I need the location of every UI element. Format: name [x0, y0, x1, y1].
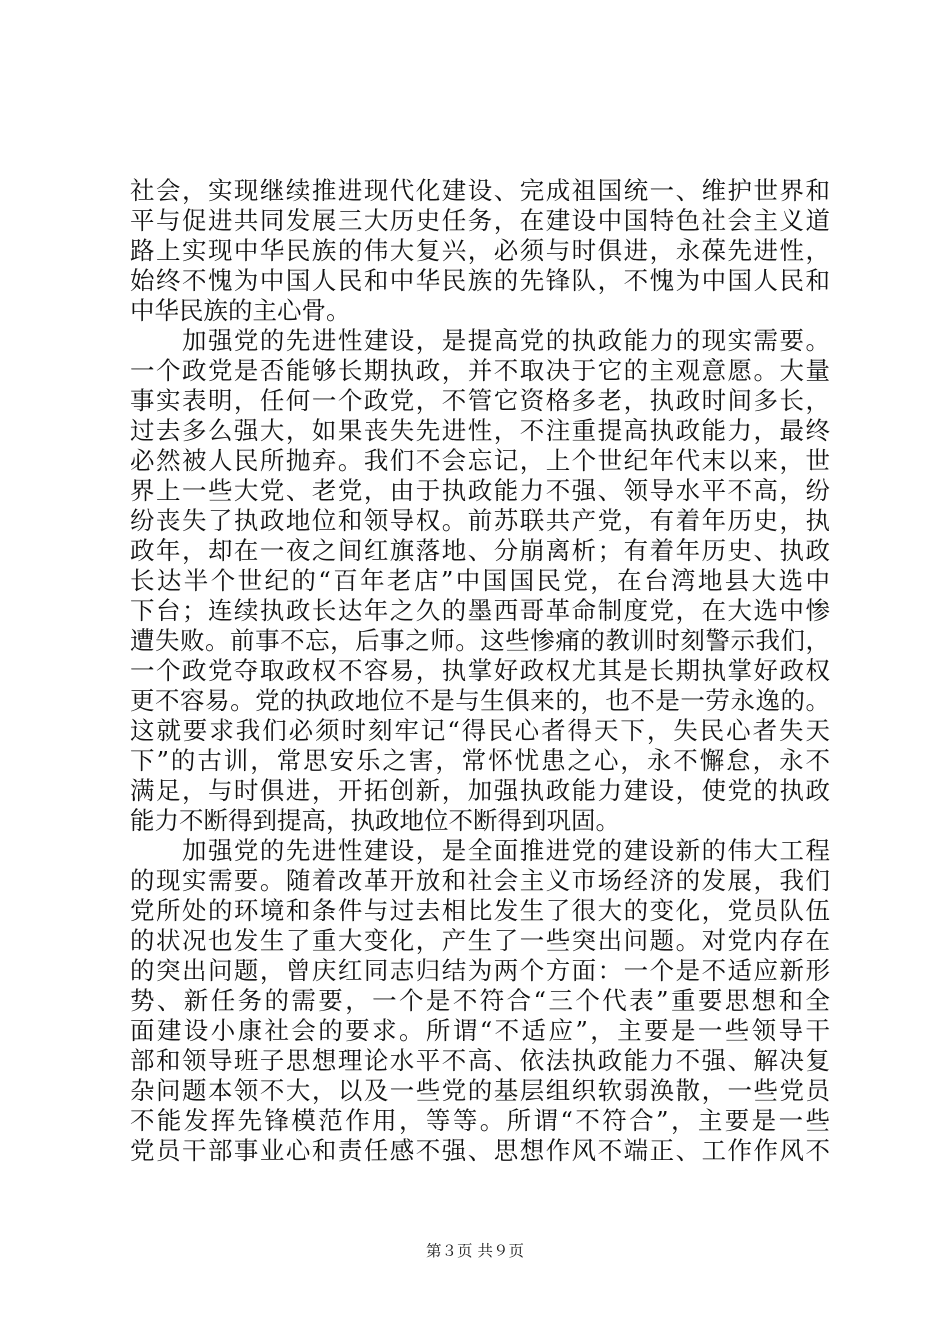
text-line: 更不容易。党的执政地位不是与生俱来的，也不是一劳永逸的。	[130, 686, 830, 715]
text-line: 必然被人民所抛弃。我们不会忘记，上个世纪年代末以来，世	[130, 446, 830, 475]
text-line: 势、新任务的需要，一个是不符合“三个代表”重要思想和全	[130, 986, 830, 1015]
text-line: 这就要求我们必须时刻牢记“得民心者得天下，失民心者失天	[130, 716, 830, 745]
text-line: 一个政党夺取政权不容易，执掌好政权尤其是长期执掌好政权	[130, 656, 830, 685]
text-line: 党员干部事业心和责任感不强、思想作风不端正、工作作风不	[130, 1136, 830, 1165]
text-line: 的状况也发生了重大变化，产生了一些突出问题。对党内存在	[130, 926, 830, 955]
text-line: 事实表明，任何一个政党，不管它资格多老，执政时间多长，	[130, 386, 830, 415]
text-line: 加强党的先进性建设，是提高党的执政能力的现实需要。	[130, 326, 830, 355]
text-line: 路上实现中华民族的伟大复兴，必须与时俱进，永葆先进性，	[130, 236, 830, 265]
text-line: 一个政党是否能够长期执政，并不取决于它的主观意愿。大量	[130, 356, 830, 385]
text-line: 能力不断得到提高，执政地位不断得到巩固。	[130, 806, 620, 835]
body-text	[130, 176, 830, 1166]
text-line: 部和领导班子思想理论水平不高、依法执政能力不强、解决复	[130, 1046, 830, 1075]
text-line: 过去多么强大，如果丧失先进性，不注重提高执政能力，最终	[130, 416, 830, 445]
text-line: 满足，与时俱进，开拓创新，加强执政能力建设，使党的执政	[130, 776, 830, 805]
text-line: 杂问题本领不大，以及一些党的基层组织软弱涣散，一些党员	[130, 1076, 830, 1105]
page-number: 第３页 共９页	[426, 1242, 524, 1260]
page-footer	[0, 1241, 950, 1261]
text-line: 中华民族的主心骨。	[130, 296, 351, 325]
text-line: 下台；连续执政长达年之久的墨西哥革命制度党，在大选中惨	[130, 596, 830, 625]
text-line: 加强党的先进性建设，是全面推进党的建设新的伟大工程	[130, 836, 830, 865]
text-line: 的现实需要。随着改革开放和社会主义市场经济的发展，我们	[130, 866, 830, 895]
text-line: 下”的古训，常思安乐之害，常怀忧患之心，永不懈怠，永不	[130, 746, 830, 775]
text-line: 平与促进共同发展三大历史任务，在建设中国特色社会主义道	[130, 206, 830, 235]
text-line: 的突出问题，曾庆红同志归结为两个方面：一个是不适应新形	[130, 956, 830, 985]
text-line: 不能发挥先锋模范作用，等等。所谓“不符合”，主要是一些	[130, 1106, 830, 1135]
text-line: 纷丧失了执政地位和领导权。前苏联共产党，有着年历史，执	[130, 506, 830, 535]
text-line: 界上一些大党、老党，由于执政能力不强、领导水平不高，纷	[130, 476, 830, 505]
text-line: 党所处的环境和条件与过去相比发生了很大的变化，党员队伍	[130, 896, 830, 925]
text-line: 政年，却在一夜之间红旗落地、分崩离析；有着年历史、执政	[130, 536, 830, 565]
text-line: 始终不愧为中国人民和中华民族的先锋队，不愧为中国人民和	[130, 266, 830, 295]
text-line: 长达半个世纪的“百年老店”中国国民党，在台湾地县大选中	[130, 566, 830, 595]
text-line: 社会，实现继续推进现代化建设、完成祖国统一、维护世界和	[130, 176, 830, 205]
text-line: 面建设小康社会的要求。所谓“不适应”，主要是一些领导干	[130, 1016, 830, 1045]
text-line: 遭失败。前事不忘，后事之师。这些惨痛的教训时刻警示我们，	[130, 626, 830, 655]
